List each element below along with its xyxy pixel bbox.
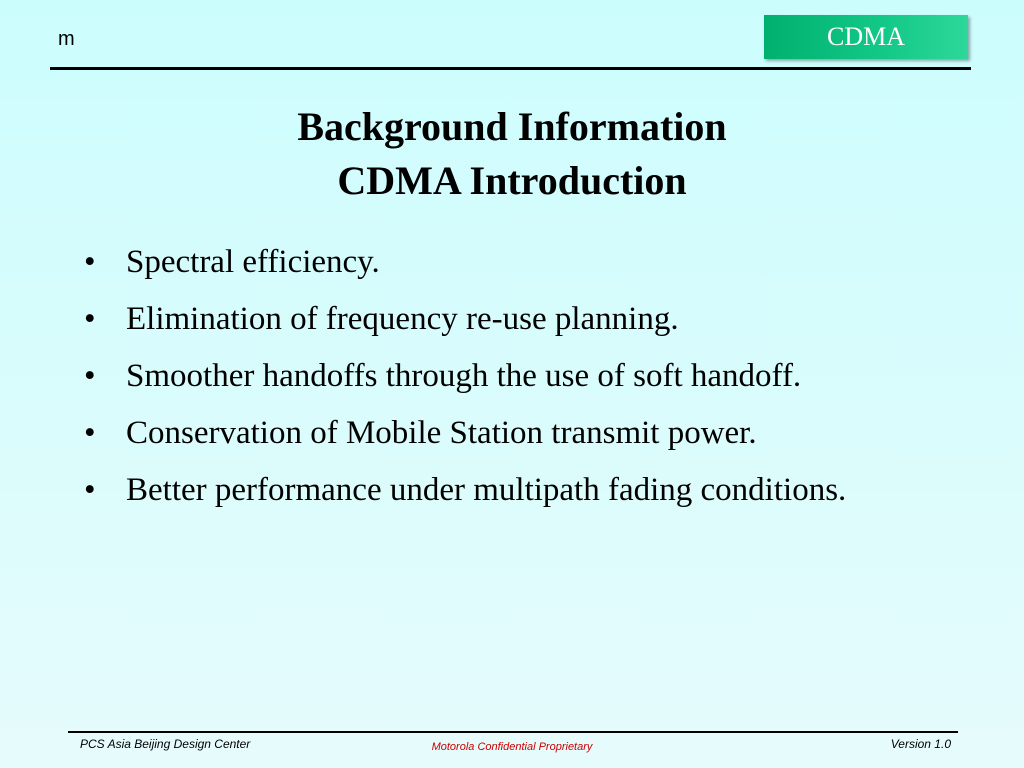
bullet-item bbox=[84, 238, 944, 286]
bullet-item bbox=[84, 295, 944, 343]
header-divider bbox=[50, 67, 971, 70]
bullet-dot-icon: • bbox=[84, 244, 96, 280]
bullet-dot-icon: • bbox=[84, 472, 96, 508]
footer-confidentiality: Motorola Confidential Proprietary bbox=[431, 741, 593, 753]
bullet-dot-icon: • bbox=[84, 358, 96, 394]
slide-title-line-2: CDMA Introduction bbox=[337, 158, 687, 203]
bullet-list bbox=[84, 238, 944, 523]
footer-divider bbox=[68, 731, 958, 733]
bullet-text: Smoother handoffs through the use of soft handoff. bbox=[126, 358, 802, 394]
bullet-text: Better performance under multipath fading conditions. bbox=[126, 472, 847, 508]
bullet-dot-icon: • bbox=[84, 301, 96, 337]
motorola-logo-mark: m bbox=[58, 28, 75, 50]
bullet-text: Spectral efficiency. bbox=[126, 244, 380, 280]
bullet-item bbox=[84, 352, 944, 400]
slide-title-line-1: Background Information bbox=[297, 104, 727, 149]
slide-title bbox=[0, 100, 1024, 208]
cdma-badge: CDMA bbox=[764, 15, 968, 59]
footer-organization: PCS Asia Beijing Design Center bbox=[80, 737, 251, 751]
footer-version: Version 1.0 bbox=[890, 737, 951, 751]
bullet-dot-icon: • bbox=[84, 415, 96, 451]
bullet-text: Elimination of frequency re-use planning. bbox=[126, 301, 679, 337]
bullet-text: Conservation of Mobile Station transmit power. bbox=[126, 415, 757, 451]
bullet-item bbox=[84, 409, 944, 457]
bullet-item bbox=[84, 466, 944, 514]
